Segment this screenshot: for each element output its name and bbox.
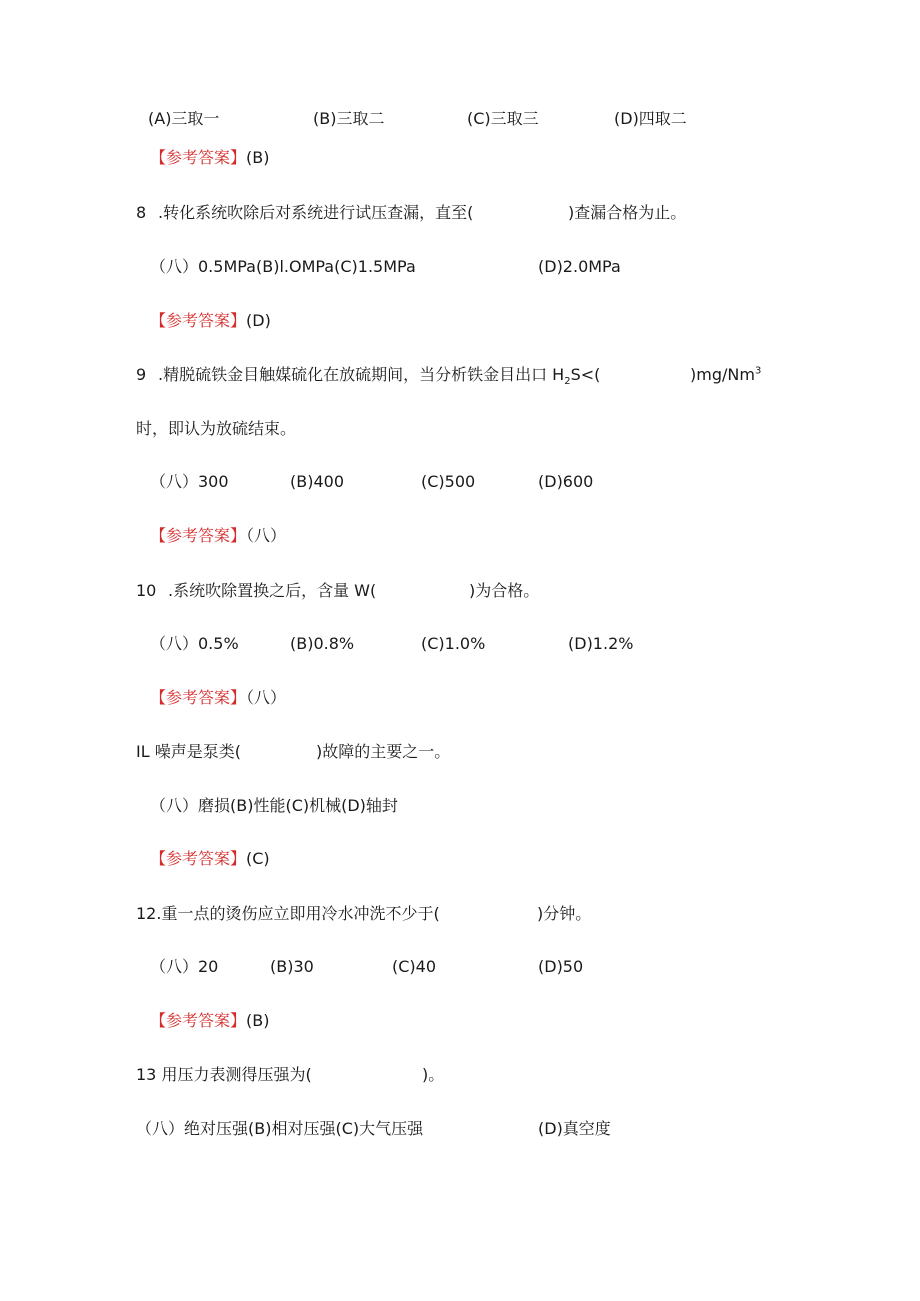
- q9-option-a: （八）300: [150, 472, 229, 491]
- q8-text-b: )查漏合格为止。: [568, 203, 687, 222]
- q10-option-a: （八）0.5%: [150, 634, 239, 653]
- q10-number: 10: [136, 581, 157, 600]
- answer-value: (B): [246, 1011, 270, 1030]
- answer-label: 【参考答案】: [150, 526, 247, 545]
- q10-option-c: (C)1.0%: [421, 634, 486, 653]
- q11-options: （八）磨损(B)性能(C)机械(D)轴封: [150, 796, 398, 815]
- q7-option-c: (C)三取三: [467, 109, 539, 128]
- q11-text-b: )故障的主要之一。: [316, 742, 451, 761]
- q9-option-d: (D)600: [538, 472, 594, 491]
- q10-answer: [150, 687, 286, 709]
- q12-option-b: (B)30: [270, 957, 314, 976]
- q9-answer: [150, 525, 286, 547]
- q9-option-c: (C)500: [421, 472, 476, 491]
- answer-label: 【参考答案】: [150, 1011, 247, 1030]
- q9-text-a: .精脱硫铁金目触媒硫化在放硫期间，当分析铁金目出口 $H_2S<$(: [158, 365, 601, 388]
- q10-option-d: (D)1.2%: [568, 634, 634, 653]
- q8-text-a: .转化系统吹除后对系统进行试压查漏，直至(: [158, 203, 474, 222]
- answer-label: 【参考答案】: [150, 148, 247, 167]
- q12-option-a: （八）20: [150, 957, 219, 976]
- q13-option-d: (D)真空度: [538, 1119, 611, 1138]
- q13-options-abc: （八）绝对压强(B)相对压强(C)大气压强: [136, 1119, 424, 1138]
- q9-option-b: (B)400: [290, 472, 344, 491]
- answer-label: 【参考答案】: [150, 688, 247, 707]
- q12-option-c: (C)40: [392, 957, 437, 976]
- answer-value: (C): [246, 849, 270, 868]
- answer-value: (B): [246, 148, 270, 167]
- q12-text-a: 12.重一点的烫伤应立即用冷水冲洗不少于(: [136, 904, 440, 923]
- q13-text-b: )。: [422, 1065, 445, 1084]
- q8-answer: [150, 310, 271, 332]
- q11-answer: [150, 848, 270, 870]
- q10-text-b: )为合格。: [469, 581, 540, 600]
- q8-number: 8: [136, 203, 147, 222]
- q9-number: 9: [136, 365, 147, 384]
- q11-text-a: IL 噪声是泵类(: [136, 742, 241, 761]
- q8-options-abc: （八）0.5MPa(B)l.OMPa(C)1.5MPa: [150, 257, 416, 276]
- answer-label: 【参考答案】: [150, 311, 247, 330]
- q7-answer: [150, 147, 269, 169]
- q7-option-d: (D)四取二: [614, 109, 687, 128]
- answer-label: 【参考答案】: [150, 849, 247, 868]
- q12-answer: [150, 1010, 269, 1032]
- q10-option-b: (B)0.8%: [290, 634, 355, 653]
- answer-value: （八）: [246, 526, 287, 545]
- q10-text-a: .系统吹除置换之后，含量 W(: [168, 581, 377, 600]
- q9-text-continued: 时，即认为放硫结束。: [136, 419, 297, 438]
- q12-text-b: )分钟。: [537, 904, 592, 923]
- q7-option-a: (A)三取一: [148, 109, 220, 128]
- q13-text-a: 13 用压力表测得压强为(: [136, 1065, 312, 1084]
- q9-text-c: )mg/Nm$^3$: [690, 365, 762, 384]
- answer-value: (D): [246, 311, 271, 330]
- q8-option-d: (D)2.0MPa: [538, 257, 621, 276]
- q12-option-d: (D)50: [538, 957, 584, 976]
- answer-value: （八）: [246, 688, 287, 707]
- q7-option-b: (B)三取二: [313, 109, 385, 128]
